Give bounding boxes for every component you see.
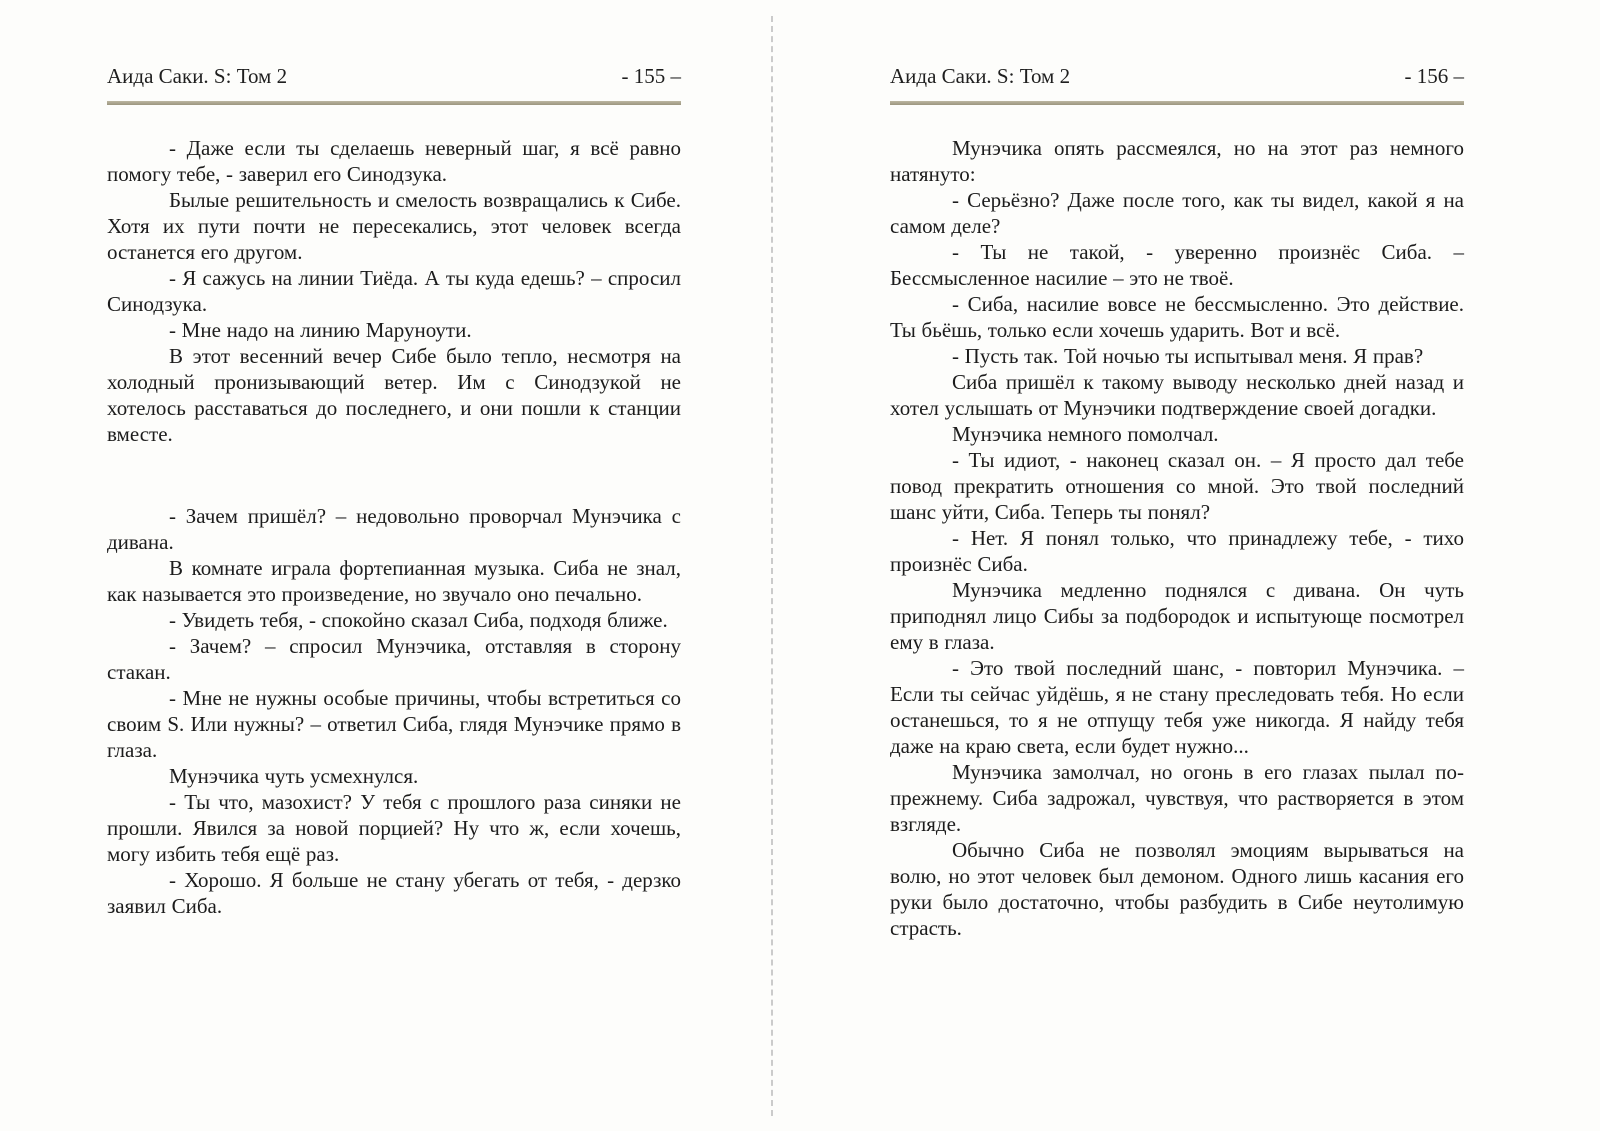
paragraph: - Пусть так. Той ночью ты испытывал меня. Я прав? <box>952 344 1424 368</box>
paragraph: Мунэчика опять рассмеялся, но на этот раз немного натянуто: <box>890 136 1464 186</box>
paragraph: - Ты идиот, - наконец сказал он. – Я просто дал тебе повод прекратить отношения со мной. Это твой последний шанс уйти, Сиба. Теперь ты понял? <box>890 448 1464 524</box>
page-divider-dashed-line <box>771 16 773 1116</box>
paragraph: Обычно Сиба не позволял эмоциям вырываться на волю, но этот человек был демоном. Одного лишь касания его руки было достаточно, чтобы разбудить в Сибе неутолимую страсть. <box>890 838 1464 940</box>
paragraph: - Ты что, мазохист? У тебя с прошлого раза синяки не прошли. Явился за новой порцией? Ну что ж, если хочешь, могу избить тебя ещё раз. <box>107 790 681 866</box>
page-right <box>890 0 1464 941</box>
header-rule <box>107 101 681 105</box>
paragraph: - Зачем пришёл? – недовольно проворчал Мунэчика с дивана. <box>107 504 681 554</box>
paragraph: - Ты не такой, - уверенно произнёс Сиба. – Бессмысленное насилие – это не твоё. <box>890 240 1464 290</box>
paragraph: Мунэчика чуть усмехнулся. <box>169 764 419 788</box>
paragraph: - Увидеть тебя, - спокойно сказал Сиба, подходя ближе. <box>169 608 668 632</box>
paragraph: - Серьёзно? Даже после того, как ты видел, какой я на самом деле? <box>890 188 1464 238</box>
page-number: - 155 – <box>621 64 681 88</box>
running-title: Аида Саки. S: Том 2 <box>890 64 1071 88</box>
paragraph: Мунэчика замолчал, но огонь в его глазах пылал по-прежнему. Сиба задрожал, чувствуя, что растворяется в этом взгляде. <box>890 760 1464 836</box>
running-title: Аида Саки. S: Том 2 <box>107 64 288 88</box>
paragraph: - Зачем? – спросил Мунэчика, отставляя в сторону стакан. <box>107 634 681 684</box>
page-number: - 156 – <box>1404 64 1464 88</box>
page-header <box>890 0 1464 89</box>
paragraph: - Нет. Я понял только, что принадлежу тебе, - тихо произнёс Сиба. <box>890 526 1464 576</box>
paragraph: Сиба пришёл к такому выводу несколько дней назад и хотел услышать от Мунэчики подтверждение своей догадки. <box>890 370 1464 420</box>
paragraph: - Хорошо. Я больше не стану убегать от тебя, - дерзко заявил Сиба. <box>107 868 681 918</box>
paragraph: В комнате играла фортепианная музыка. Сиба не знал, как называется это произведение, но звучало оно печально. <box>107 556 681 606</box>
page-body <box>107 135 681 919</box>
paragraph: - Мне не нужны особые причины, чтобы встретиться со своим S. Или нужны? – ответил Сиба, глядя Мунэчике прямо в глаза. <box>107 686 681 762</box>
paragraph: - Это твой последний шанс, - повторил Мунэчика. – Если ты сейчас уйдёшь, я не стану преследовать тебя. Но если останешься, то я не отпущу тебя уже никогда. Я найду тебя даже на краю света, если будет нужно... <box>890 656 1464 758</box>
paragraph: Мунэчика немного помолчал. <box>952 422 1219 446</box>
paragraph: В этот весенний вечер Сибе было тепло, несмотря на холодный пронизывающий ветер. Им с Синодзукой не хотелось расставаться до последнего, и они пошли к станции вместе. <box>107 344 681 446</box>
paragraph: Мунэчика медленно поднялся с дивана. Он чуть приподнял лицо Сибы за подбородок и испытующе посмотрел ему в глаза. <box>890 578 1464 654</box>
page-header <box>107 0 681 89</box>
header-rule <box>890 101 1464 105</box>
page-body <box>890 135 1464 941</box>
paragraph: - Мне надо на линию Маруноути. <box>169 318 472 342</box>
paragraph: Былые решительность и смелость возвращались к Сибе. Хотя их пути почти не пересекались, этот человек всегда останется его другом. <box>107 188 681 264</box>
paragraph: - Даже если ты сделаешь неверный шаг, я всё равно помогу тебе, - заверил его Синодзука. <box>107 136 681 186</box>
paragraph: - Я сажусь на линии Тиёда. А ты куда едешь? – спросил Синодзука. <box>107 266 681 316</box>
paragraph: - Сиба, насилие вовсе не бессмысленно. Это действие. Ты бьёшь, только если хочешь ударить. Вот и всё. <box>890 292 1464 342</box>
page-left <box>107 0 681 919</box>
